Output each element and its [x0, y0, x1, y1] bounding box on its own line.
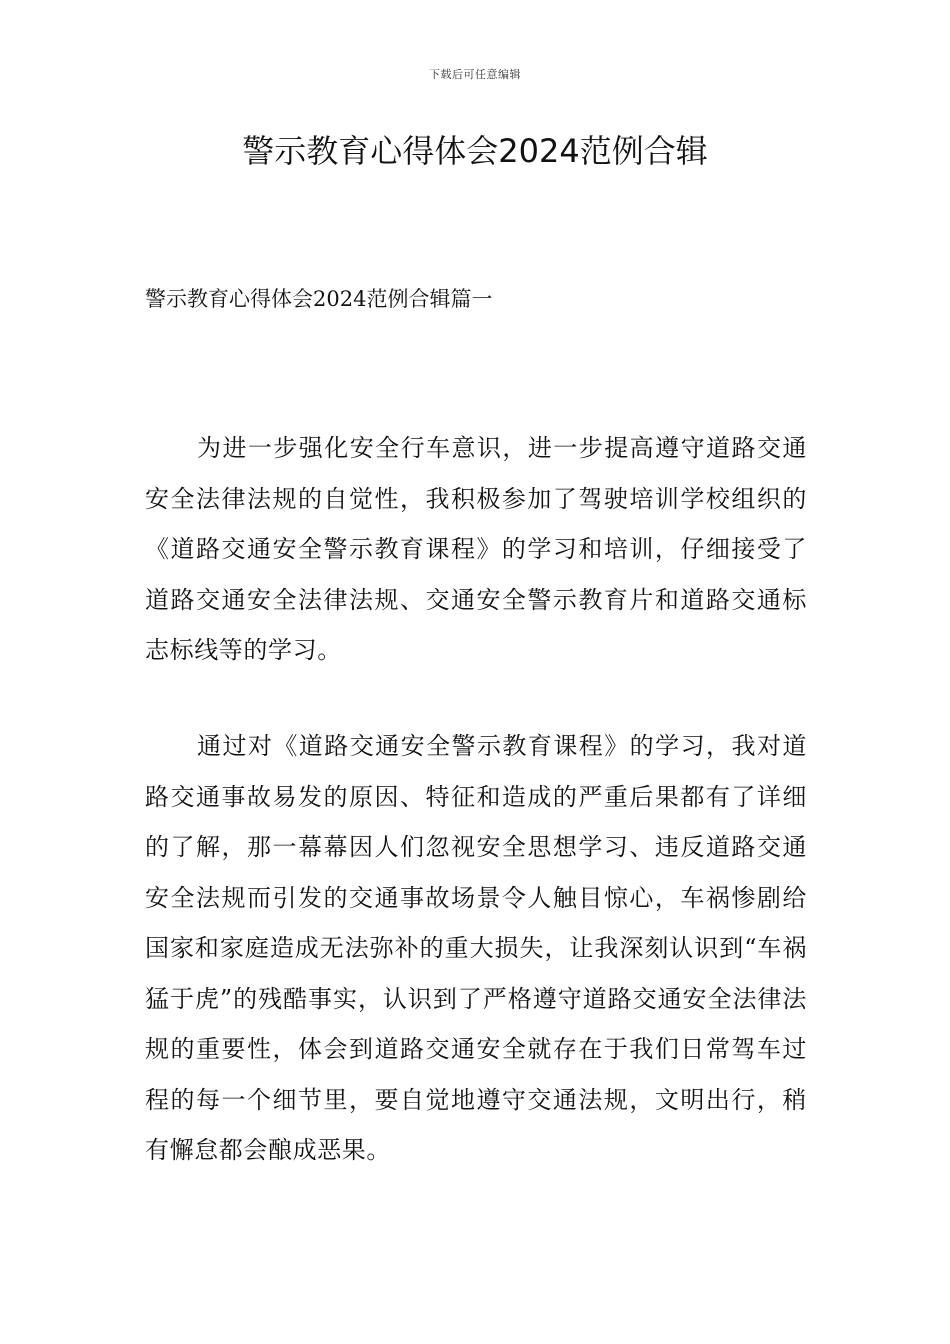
document-title: 警示教育心得体会2024范例合辑: [242, 132, 708, 170]
section-heading: 警示教育心得体会2024范例合辑篇一: [145, 287, 493, 311]
paragraph-1: 为进一步强化安全行车意识，进一步提高遵守道路交通安全法律法规的自觉性，我积极参加了驾驶培训学校组织的《道路交通安全警示教育课程》的学习和培训，仔细接受了道路交通安全法律法规、交通安全警示教育片和道路交通标志标线等的学习。: [145, 434, 807, 664]
paragraph-2: 通过对《道路交通安全警示教育课程》的学习，我对道路交通事故易发的原因、特征和造成的严重后果都有了详细的了解，那一幕幕因人们忽视安全思想学习、违反道路交通安全法规而引发的交通事故场景令人触目惊心，车祸惨剧给国家和家庭造成无法弥补的重大损失，让我深刻认识到“车祸猛于虎”的残酷事实，认识到了严格遵守道路交通安全法律法规的重要性，体会到道路交通安全就存在于我们日常驾车过程的每一个细节里，要自觉地遵守交通法规，文明出行，稍有懈怠都会酿成恶果。: [145, 732, 807, 1164]
header-note: 下载后可任意编辑: [429, 68, 521, 81]
